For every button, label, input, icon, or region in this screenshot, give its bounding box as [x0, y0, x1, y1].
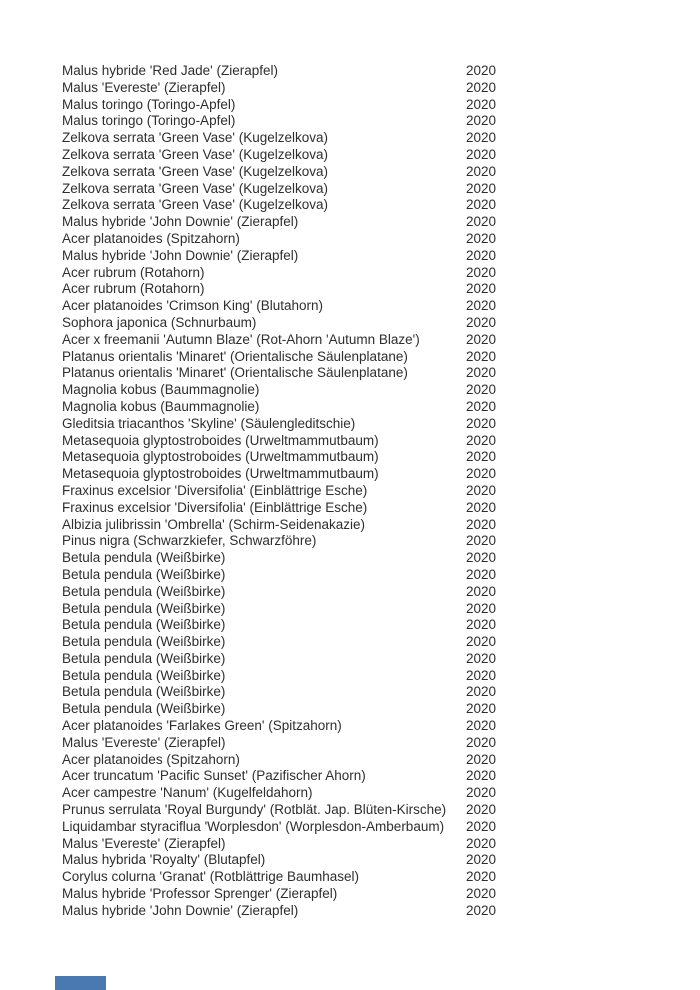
year-cell: 2020: [466, 382, 497, 398]
table-row: [62, 550, 700, 567]
tree-name-cell: Betula pendula (Weißbirke): [62, 550, 226, 566]
tree-name-cell: Metasequoia glyptostroboides (Urweltmammutbaum): [62, 466, 379, 482]
year-cell: 2020: [466, 96, 497, 112]
table-row: [62, 449, 700, 466]
tree-name-cell: Malus hybride 'John Downie' (Zierapfel): [62, 214, 299, 230]
year-cell: 2020: [466, 684, 497, 700]
year-cell: 2020: [466, 314, 497, 330]
table-row: [62, 768, 700, 785]
year-cell: 2020: [466, 852, 497, 868]
table-row: [62, 332, 700, 349]
table-row: [62, 433, 700, 450]
year-cell: 2020: [466, 751, 497, 767]
year-cell: 2020: [466, 63, 497, 78]
table-row: [62, 617, 700, 634]
year-cell: 2020: [466, 230, 497, 246]
year-cell: 2020: [466, 482, 497, 498]
tree-name-cell: Magnolia kobus (Baummagnolie): [62, 382, 260, 398]
year-cell: 2020: [466, 348, 497, 364]
table-row: [62, 718, 700, 735]
tree-name-cell: Malus toringo (Toringo-Apfel): [62, 113, 236, 129]
table-row: [62, 651, 700, 668]
tree-name-cell: Prunus serrulata 'Royal Burgundy' (Rotblät. Jap. Blüten-Kirsche): [62, 802, 447, 818]
table-row: [62, 231, 700, 248]
tree-name-cell: Zelkova serrata 'Green Vase' (Kugelzelkova): [62, 146, 329, 162]
tree-name-cell: Acer campestre 'Nanum' (Kugelfeldahorn): [62, 785, 313, 801]
tree-name-cell: Magnolia kobus (Baummagnolie): [62, 398, 260, 414]
tree-name-cell: Acer platanoides (Spitzahorn): [62, 751, 240, 767]
tree-name-cell: Sophora japonica (Schnurbaum): [62, 314, 257, 330]
table-row: [62, 197, 700, 214]
table-row: [62, 684, 700, 701]
tree-name-cell: Betula pendula (Weißbirke): [62, 650, 226, 666]
table-row: [62, 701, 700, 718]
table-row: [62, 852, 700, 869]
table-row: [62, 214, 700, 231]
tree-name-cell: Acer rubrum (Rotahorn): [62, 264, 205, 280]
table-row: [62, 869, 700, 886]
tree-name-cell: Betula pendula (Weißbirke): [62, 583, 226, 599]
year-cell: 2020: [466, 466, 497, 482]
tree-name-cell: Metasequoia glyptostroboides (Urweltmammutbaum): [62, 432, 379, 448]
tree-name-cell: Acer rubrum (Rotahorn): [62, 281, 205, 297]
year-cell: 2020: [466, 835, 497, 851]
table-row: [62, 517, 700, 534]
tree-name-cell: Acer x freemanii 'Autumn Blaze' (Rot-Ahorn 'Autumn Blaze'): [62, 331, 420, 347]
tree-name-cell: Betula pendula (Weißbirke): [62, 600, 226, 616]
table-row: [62, 802, 700, 819]
tree-name-cell: Gleditsia triacanthos 'Skyline' (Säulengleditschie): [62, 415, 356, 431]
year-cell: 2020: [466, 768, 497, 784]
year-cell: 2020: [466, 600, 497, 616]
year-cell: 2020: [466, 298, 497, 314]
bottom-partial-element[interactable]: [55, 976, 106, 990]
tree-name-cell: Zelkova serrata 'Green Vase' (Kugelzelkova): [62, 197, 329, 213]
table-row: [62, 265, 700, 282]
year-cell: 2020: [466, 718, 497, 734]
year-cell: 2020: [466, 533, 497, 549]
tree-name-cell: Betula pendula (Weißbirke): [62, 667, 226, 683]
table-row: [62, 164, 700, 181]
table-row: [62, 147, 700, 164]
year-cell: 2020: [466, 449, 497, 465]
table-row: [62, 584, 700, 601]
table-row: [62, 668, 700, 685]
year-cell: 2020: [466, 583, 497, 599]
tree-name-cell: Malus 'Evereste' (Zierapfel): [62, 835, 226, 851]
table-row: [62, 836, 700, 853]
tree-name-cell: Zelkova serrata 'Green Vase' (Kugelzelkova): [62, 180, 329, 196]
year-cell: 2020: [466, 734, 497, 750]
table-row: [62, 349, 700, 366]
year-cell: 2020: [466, 650, 497, 666]
table-row: [62, 181, 700, 198]
table-row: [62, 365, 700, 382]
tree-name-cell: Malus hybride 'Professor Sprenger' (Zierapfel): [62, 886, 338, 902]
tree-name-cell: Zelkova serrata 'Green Vase' (Kugelzelkova): [62, 163, 329, 179]
year-cell: 2020: [466, 499, 497, 515]
table-row: [62, 533, 700, 550]
table-row: [62, 601, 700, 618]
table-row: [62, 483, 700, 500]
table-row: [62, 382, 700, 399]
year-cell: 2020: [466, 214, 497, 230]
year-cell: 2020: [466, 634, 497, 650]
tree-name-cell: Pinus nigra (Schwarzkiefer, Schwarzföhre): [62, 533, 317, 549]
table-row: [62, 399, 700, 416]
tree-name-cell: Malus hybride 'Red Jade' (Zierapfel): [62, 63, 278, 78]
table-row: [62, 735, 700, 752]
table-row: [62, 113, 700, 130]
year-cell: 2020: [466, 146, 497, 162]
tree-name-cell: Fraxinus excelsior 'Diversifolia' (Einblättrige Esche): [62, 482, 368, 498]
year-cell: 2020: [466, 264, 497, 280]
table-row: [62, 281, 700, 298]
year-cell: 2020: [466, 886, 497, 902]
tree-name-cell: Metasequoia glyptostroboides (Urweltmammutbaum): [62, 449, 379, 465]
tree-name-cell: Albizia julibrissin 'Ombrella' (Schirm-Seidenakazie): [62, 516, 366, 532]
tree-name-cell: Acer truncatum 'Pacific Sunset' (Pazifischer Ahorn): [62, 768, 366, 784]
table-row: [62, 500, 700, 517]
year-cell: 2020: [466, 802, 497, 818]
year-cell: 2020: [466, 398, 497, 414]
tree-name-cell: Malus 'Evereste' (Zierapfel): [62, 79, 226, 95]
tree-name-cell: Malus toringo (Toringo-Apfel): [62, 96, 236, 112]
year-cell: 2020: [466, 415, 497, 431]
year-cell: 2020: [466, 130, 497, 146]
year-cell: 2020: [466, 516, 497, 532]
table-row: [62, 248, 700, 265]
tree-name-cell: Platanus orientalis 'Minaret' (Orientalische Säulenplatane): [62, 365, 408, 381]
tree-list: [62, 63, 700, 920]
year-cell: 2020: [466, 566, 497, 582]
table-row: [62, 298, 700, 315]
table-row: [62, 785, 700, 802]
tree-name-cell: Betula pendula (Weißbirke): [62, 701, 226, 717]
year-cell: 2020: [466, 197, 497, 213]
year-cell: 2020: [466, 113, 497, 129]
tree-name-cell: Betula pendula (Weißbirke): [62, 634, 226, 650]
tree-name-cell: Betula pendula (Weißbirke): [62, 617, 226, 633]
year-cell: 2020: [466, 281, 497, 297]
tree-name-cell: Betula pendula (Weißbirke): [62, 566, 226, 582]
table-row: [62, 466, 700, 483]
tree-name-cell: Corylus colurna 'Granat' (Rotblättrige Baumhasel): [62, 869, 360, 885]
table-row: [62, 886, 700, 903]
table-row: [62, 80, 700, 97]
tree-name-cell: Malus hybride 'John Downie' (Zierapfel): [62, 247, 299, 263]
year-cell: 2020: [466, 432, 497, 448]
table-row: [62, 634, 700, 651]
tree-name-cell: Zelkova serrata 'Green Vase' (Kugelzelkova): [62, 130, 329, 146]
tree-name-cell: Acer platanoides (Spitzahorn): [62, 230, 240, 246]
table-row: [62, 97, 700, 114]
year-cell: 2020: [466, 365, 497, 381]
table-row: [62, 416, 700, 433]
year-cell: 2020: [466, 869, 497, 885]
tree-name-cell: Fraxinus excelsior 'Diversifolia' (Einblättrige Esche): [62, 499, 368, 515]
tree-name-cell: Malus 'Evereste' (Zierapfel): [62, 734, 226, 750]
year-cell: 2020: [466, 902, 497, 918]
year-cell: 2020: [466, 785, 497, 801]
table-row: [62, 315, 700, 332]
table-row: [62, 903, 700, 920]
year-cell: 2020: [466, 180, 497, 196]
year-cell: 2020: [466, 667, 497, 683]
year-cell: 2020: [466, 617, 497, 633]
year-cell: 2020: [466, 79, 497, 95]
table-row: [62, 567, 700, 584]
tree-name-cell: Betula pendula (Weißbirke): [62, 684, 226, 700]
tree-name-cell: Acer platanoides 'Crimson King' (Blutahorn): [62, 298, 324, 314]
table-row: [62, 130, 700, 147]
table-row: [62, 63, 700, 80]
year-cell: 2020: [466, 701, 497, 717]
tree-name-cell: Acer platanoides 'Farlakes Green' (Spitzahorn): [62, 718, 342, 734]
table-row: [62, 819, 700, 836]
year-cell: 2020: [466, 163, 497, 179]
tree-name-cell: Platanus orientalis 'Minaret' (Orientalische Säulenplatane): [62, 348, 408, 364]
year-cell: 2020: [466, 247, 497, 263]
year-cell: 2020: [466, 818, 497, 834]
tree-name-cell: Malus hybride 'John Downie' (Zierapfel): [62, 902, 299, 918]
year-cell: 2020: [466, 550, 497, 566]
table-row: [62, 752, 700, 769]
tree-name-cell: Malus hybrida 'Royalty' (Blutapfel): [62, 852, 266, 868]
year-cell: 2020: [466, 331, 497, 347]
tree-name-cell: Liquidambar styraciflua 'Worplesdon' (Worplesdon-Amberbaum): [62, 818, 445, 834]
